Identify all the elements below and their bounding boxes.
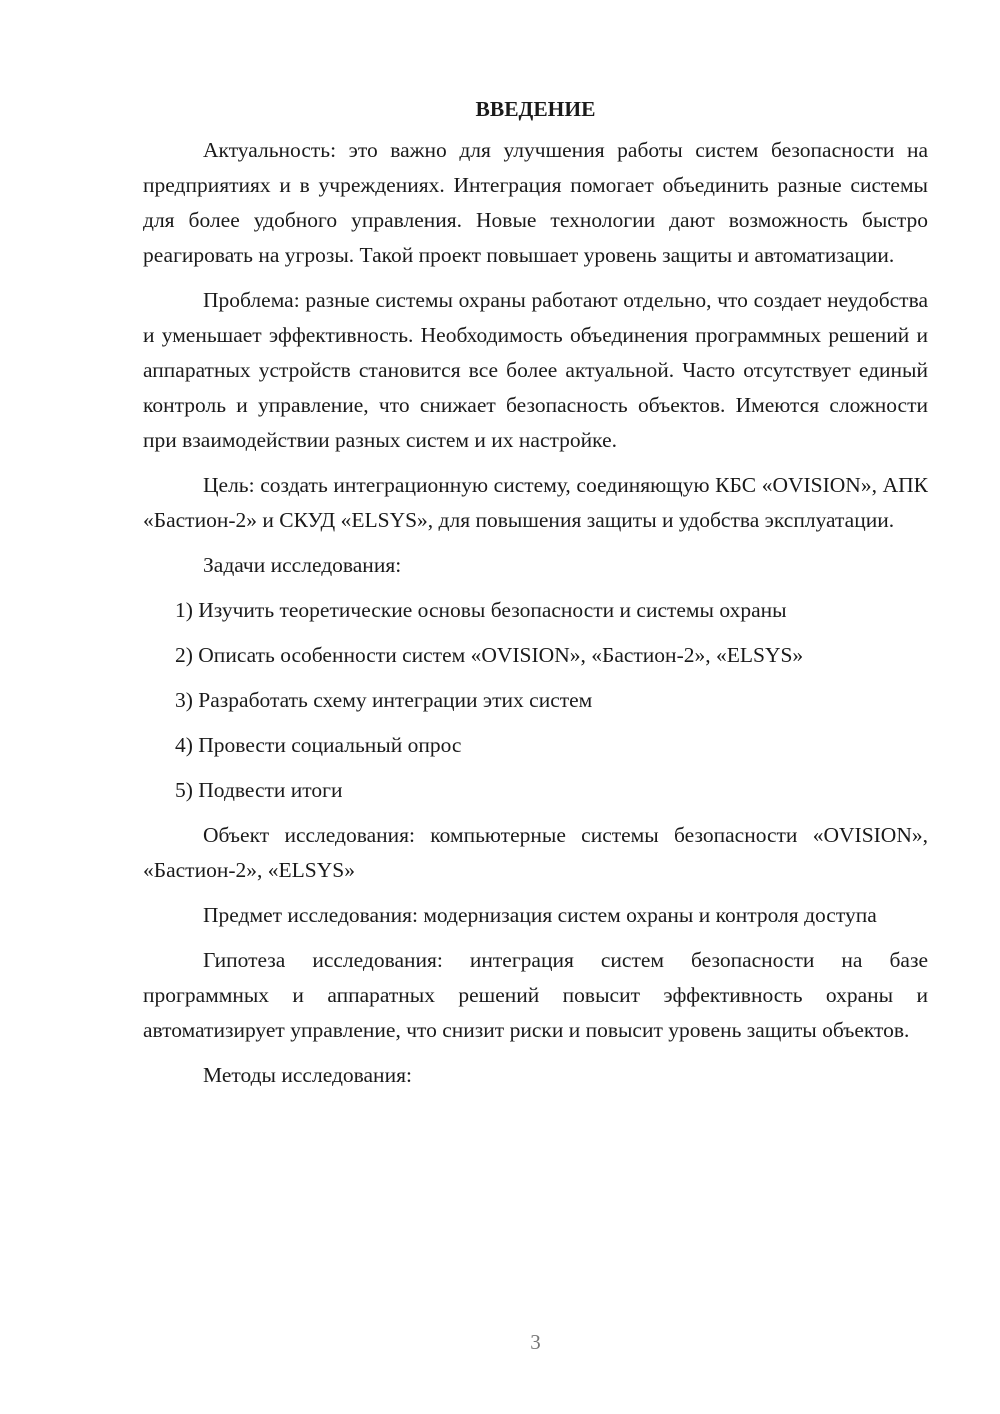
list-item: 3) Разработать схему интеграции этих систем xyxy=(175,688,593,712)
tasks-list xyxy=(143,593,928,808)
document-page xyxy=(143,92,928,1093)
page-number: 3 xyxy=(530,1330,541,1354)
paragraph-goal: Цель: создать интеграционную систему, соединяющую КБС «OVISION», АПК «Бастион-2» и СКУД «ELSYS», для повышения защиты и удобства эксплуатации. xyxy=(143,473,928,532)
paragraph-problem: Проблема: разные системы охраны работают отдельно, что создает неудобства и уменьшает эффективность. Необходимость объединения программных решений и аппаратных устройств становится все более актуальной. Часто отсутствует единый контроль и управление, что снижает безопасность объектов. Имеются сложности при взаимодействии разных систем и их настройке. xyxy=(143,288,928,452)
paragraph-subject: Предмет исследования: модернизация систем охраны и контроля доступа xyxy=(203,903,877,927)
list-item: 2) Описать особенности систем «OVISION», «Бастион-2», «ELSYS» xyxy=(175,643,804,667)
paragraph-tasks-heading: Задачи исследования: xyxy=(203,553,402,577)
list-item: 4) Провести социальный опрос xyxy=(175,733,462,757)
paragraph-hypothesis: Гипотеза исследования: интеграция систем безопасности на базе программных и аппаратных решений повысит эффективность охраны и автоматизирует управление, что снизит риски и повысит уровень защиты объектов. xyxy=(143,948,928,1042)
section-title: ВВЕДЕНИЕ xyxy=(475,97,596,121)
paragraph-object: Объект исследования: компьютерные системы безопасности «OVISION», «Бастион-2», «ELSYS» xyxy=(143,823,928,882)
paragraph-methods: Методы исследования: xyxy=(203,1063,412,1087)
paragraph-relevance: Актуальность: это важно для улучшения работы систем безопасности на предприятиях и в учреждениях. Интеграция помогает объединить разные системы для более удобного управления. Новые технологии дают возможность быстро реагировать на угрозы. Такой проект повышает уровень защиты и автоматизации. xyxy=(143,138,928,267)
list-item: 1) Изучить теоретические основы безопасности и системы охраны xyxy=(175,598,787,622)
list-item: 5) Подвести итоги xyxy=(175,778,343,802)
